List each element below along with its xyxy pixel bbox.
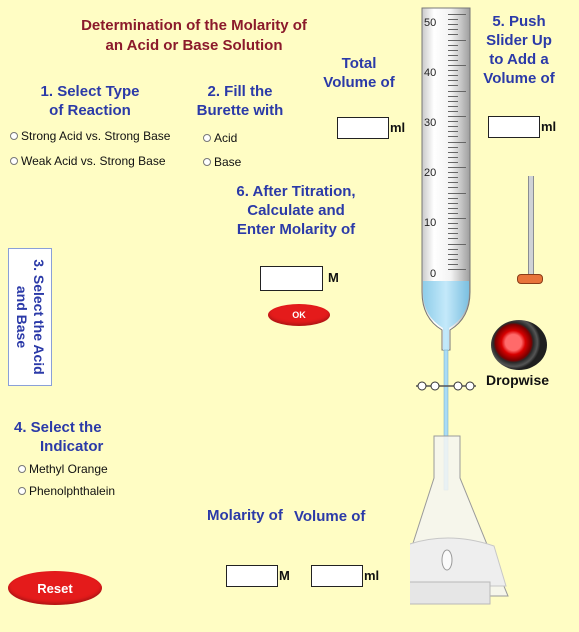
graduation-mark (448, 249, 458, 250)
graduation-mark (448, 167, 466, 168)
page-title: Determination of the Molarity of an Acid or Base Solution (81, 17, 307, 54)
step2-heading: 2. Fill the Burette with (196, 83, 284, 119)
radio-circle-icon (10, 157, 18, 165)
graduation-mark (448, 111, 458, 112)
radio-weak-acid-strong-base[interactable]: Weak Acid vs. Strong Base (10, 154, 166, 168)
graduation-mark (448, 116, 466, 117)
radio-methyl-orange[interactable]: Methyl Orange (18, 462, 108, 476)
graduation-mark (448, 19, 458, 20)
tick-label: 0 (430, 268, 437, 280)
dropwise-button[interactable] (491, 320, 547, 370)
graduation-mark (448, 45, 458, 46)
stir-bar-icon (442, 550, 452, 570)
graduation-mark (448, 157, 458, 158)
burette-graduations (448, 14, 468, 284)
add-volume-unit: ml (541, 119, 557, 134)
graduation-mark (448, 198, 458, 199)
graduation-mark (448, 24, 458, 25)
graduation-mark (448, 80, 458, 81)
radio-circle-icon (10, 132, 18, 140)
graduation-mark (448, 269, 466, 270)
graduation-mark (448, 172, 458, 173)
molarity-answer-field[interactable] (260, 266, 323, 291)
graduation-mark (448, 34, 458, 35)
graduation-mark (448, 142, 466, 143)
result-molarity-unit: M (279, 568, 290, 583)
radio-fill-base[interactable]: Base (203, 155, 241, 169)
graduation-mark (448, 208, 458, 209)
step5-heading: 5. Push Slider Up to Add a Volume of (483, 13, 555, 87)
tick-label: 10 (424, 217, 437, 229)
result-volume-field[interactable] (311, 565, 363, 587)
graduation-mark (448, 121, 458, 122)
graduation-mark (448, 223, 458, 224)
graduation-mark (448, 147, 458, 148)
graduation-mark (448, 70, 458, 71)
graduation-mark (448, 65, 466, 66)
graduation-mark (448, 91, 466, 92)
radio-circle-icon (18, 487, 26, 495)
step6-heading: 6. After Titration, Calculate and Enter Molarity of (236, 183, 356, 238)
volume-slider-handle[interactable] (517, 274, 543, 284)
total-volume-heading: Total Volume of (323, 55, 395, 91)
tick-label: 30 (424, 117, 437, 129)
result-molarity-field[interactable] (226, 565, 278, 587)
molarity-of-label: Molarity of (207, 507, 283, 524)
graduation-mark (448, 85, 458, 86)
graduation-mark (448, 218, 466, 219)
total-volume-field[interactable] (337, 117, 389, 139)
graduation-mark (448, 187, 458, 188)
graduation-mark (448, 177, 458, 178)
select-acid-base-tab[interactable]: 3. Select the Acid and Base (8, 248, 52, 386)
graduation-mark (448, 29, 458, 30)
graduation-mark (448, 182, 458, 183)
graduation-mark (448, 259, 458, 260)
stir-plate (410, 582, 490, 604)
radio-fill-acid[interactable]: Acid (203, 131, 237, 145)
molarity-answer-unit: M (328, 270, 339, 285)
graduation-mark (448, 60, 458, 61)
graduation-mark (448, 106, 458, 107)
graduation-mark (448, 254, 458, 255)
tick-label: 20 (424, 167, 437, 179)
graduation-mark (448, 40, 466, 41)
dropwise-label: Dropwise (486, 372, 550, 388)
volume-slider-track[interactable] (528, 176, 534, 280)
graduation-mark (448, 244, 466, 245)
flask-solution (410, 538, 506, 586)
radio-circle-icon (203, 134, 211, 142)
graduation-mark (448, 162, 458, 163)
radio-strong-acid-strong-base[interactable]: Strong Acid vs. Strong Base (10, 129, 170, 143)
step4-heading: 4. Select the Indicator (14, 419, 104, 455)
graduation-mark (448, 152, 458, 153)
graduation-mark (448, 203, 458, 204)
graduation-mark (448, 213, 458, 214)
graduation-mark (448, 75, 458, 76)
total-volume-unit: ml (390, 120, 406, 135)
radio-circle-icon (18, 465, 26, 473)
step1-heading: 1. Select Type of Reaction (40, 83, 140, 119)
radio-circle-icon (203, 158, 211, 166)
burette-liquid (423, 281, 469, 350)
result-volume-unit: ml (364, 568, 380, 583)
graduation-mark (448, 96, 458, 97)
tick-label: 40 (424, 67, 437, 79)
ok-button[interactable]: OK (268, 304, 330, 326)
graduation-mark (448, 101, 458, 102)
graduation-mark (448, 50, 458, 51)
reset-button[interactable]: Reset (8, 571, 102, 605)
radio-phenolphthalein[interactable]: Phenolphthalein (18, 484, 115, 498)
graduation-mark (448, 55, 458, 56)
graduation-mark (448, 14, 466, 15)
graduation-mark (448, 264, 458, 265)
graduation-mark (448, 233, 458, 234)
graduation-mark (448, 228, 458, 229)
graduation-mark (448, 131, 458, 132)
graduation-mark (448, 136, 458, 137)
tick-label: 50 (424, 17, 437, 29)
graduation-mark (448, 238, 458, 239)
graduation-mark (448, 193, 466, 194)
graduation-mark (448, 126, 458, 127)
volume-of-label: Volume of (294, 508, 366, 525)
